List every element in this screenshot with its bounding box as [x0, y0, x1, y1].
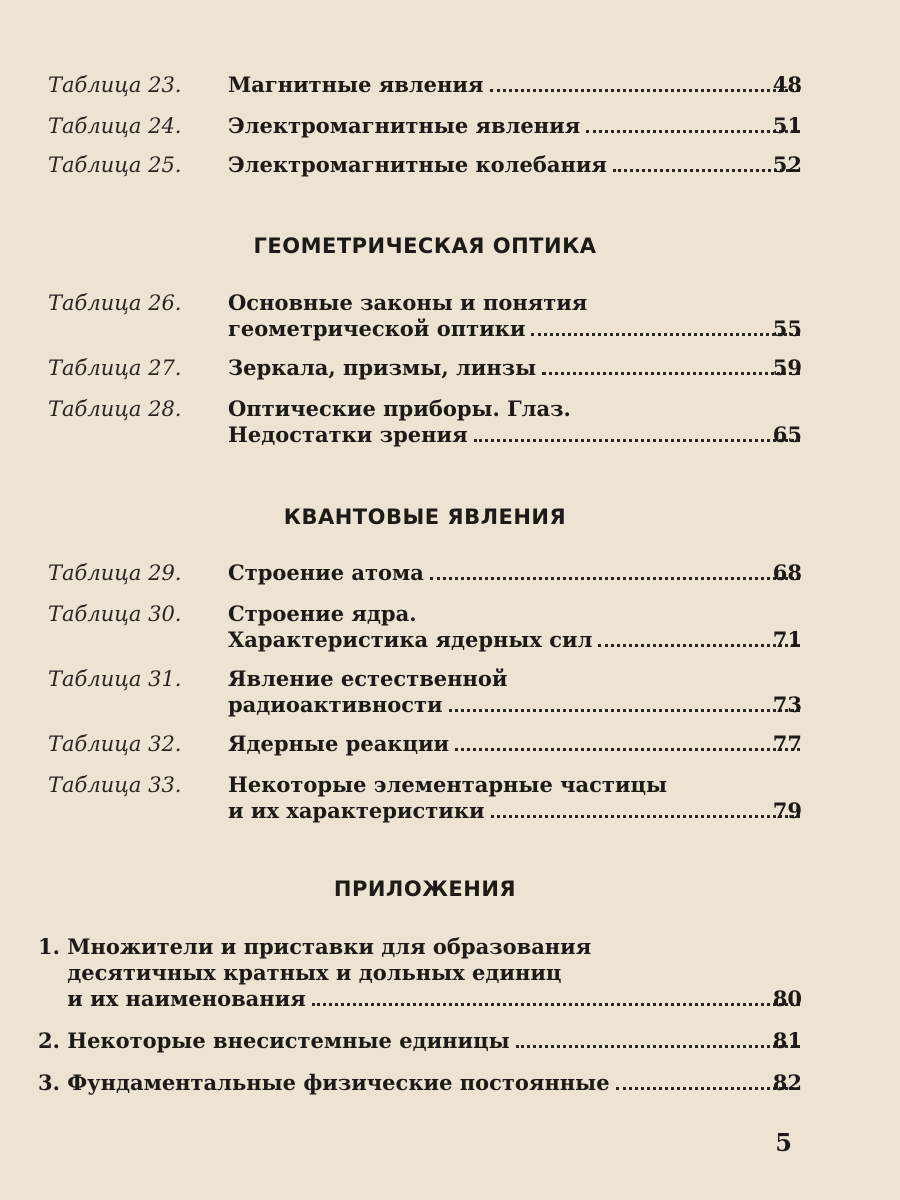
dot-leader [491, 814, 800, 818]
entry-title: 1. Множители и приставки для образования [38, 934, 592, 959]
entry-title: Оптические приборы. Глаз. [228, 396, 571, 421]
page-ref: 80 [772, 986, 802, 1011]
table-label: Таблица 29. [48, 561, 182, 585]
entry-title: Основные законы и понятия [228, 290, 588, 315]
section-heading-quantum: КВАНТОВЫЕ ЯВЛЕНИЯ [283, 505, 567, 529]
dot-leader [430, 576, 800, 580]
section-heading-optics: ГЕОМЕТРИЧЕСКАЯ ОПТИКА [253, 234, 597, 258]
entry-title: Явление естественной [228, 666, 508, 691]
entry-title: 3. Фундаментальные физические постоянные [38, 1070, 610, 1095]
entry-title-cont: геометрической оптики [228, 316, 526, 341]
entry-title: Зеркала, призмы, линзы [228, 355, 537, 380]
table-label: Таблица 27. [48, 356, 182, 380]
dot-leader [449, 708, 800, 712]
table-label: Таблица 30. [48, 602, 182, 626]
toc-entry [0, 601, 900, 653]
table-label: Таблица 31. [48, 667, 182, 691]
page-ref: 79 [772, 798, 802, 823]
dot-leader [586, 129, 800, 133]
entry-title: Некоторые элементарные частицы [228, 772, 668, 797]
entry-title-cont: Характеристика ядерных сил [228, 627, 593, 652]
appendix-entry [0, 934, 900, 1012]
toc-entry [0, 666, 900, 718]
entry-title: Ядерные реакции [228, 731, 450, 756]
toc-entry [0, 772, 900, 824]
dot-leader [516, 1044, 800, 1048]
entry-title: Электромагнитные явления [228, 113, 581, 138]
page-number: 5 [775, 1128, 792, 1157]
table-label: Таблица 32. [48, 732, 182, 756]
table-label: Таблица 28. [48, 397, 182, 421]
section-heading-appendix: ПРИЛОЖЕНИЯ [333, 877, 517, 901]
page-ref: 73 [772, 692, 802, 717]
page-ref: 55 [772, 316, 802, 341]
toc-entry [0, 396, 900, 448]
dot-leader [542, 371, 800, 375]
dot-leader [455, 747, 800, 751]
page-ref: 65 [772, 422, 802, 447]
book-page: Таблица 23. Магнитные явления 48 Таблица 24. Электромагнитные явления 51 Таблица 25. Электромагнитные колебания 52 ГЕОМЕТРИЧЕСКАЯ ОПТИКА Таблица 26. Основные законы и понятия геометрической оптики 55 Таблица 27. Зеркала, призмы, линзы 59 Таблица 28. Оптические приборы. Глаз. Недостатки зрения 65 КВАНТОВЫЕ ЯВЛЕНИЯ Таблица 29. Строение атома 68 Таблица 30. Строение ядра. Характеристика ядерных сил 71 Таблица 31. Явление естественной радиоактивности 73 Таблица 32. Ядерные реакции 77 Таблица 33. Некоторые элементарные частицы и их характеристики 79 ПРИЛОЖЕНИЯ 1. Множители и приставки для образования десятичных кратных и дольных единиц и их наименования 80 2. Некоторые внесистемные единицы 81 3. Фундаментальные физические постоянные 82 5 [0, 0, 900, 1200]
page-ref: 71 [772, 627, 802, 652]
dot-leader [613, 168, 800, 172]
toc-entry [0, 290, 900, 342]
table-label: Таблица 24. [48, 114, 182, 138]
entry-title-cont: и их характеристики [228, 798, 485, 823]
table-label: Таблица 25. [48, 153, 182, 177]
entry-title: Строение ядра. [228, 601, 417, 626]
dot-leader [312, 1002, 800, 1006]
entry-title-cont: радиоактивности [228, 692, 443, 717]
entry-title: 2. Некоторые внесистемные единицы [38, 1028, 510, 1053]
entry-title-cont: Недостатки зрения [228, 422, 468, 447]
entry-title: Магнитные явления [228, 72, 484, 97]
entry-title: Электромагнитные колебания [228, 152, 607, 177]
dot-leader [490, 88, 800, 92]
table-label: Таблица 33. [48, 773, 182, 797]
dot-leader [598, 643, 800, 647]
entry-title: Строение атома [228, 560, 424, 585]
entry-title-cont: десятичных кратных и дольных единиц [38, 960, 562, 985]
table-label: Таблица 26. [48, 291, 182, 315]
table-label: Таблица 23. [48, 73, 182, 97]
dot-leader [531, 332, 800, 336]
dot-leader [474, 438, 800, 442]
entry-title-cont: и их наименования [38, 986, 306, 1011]
